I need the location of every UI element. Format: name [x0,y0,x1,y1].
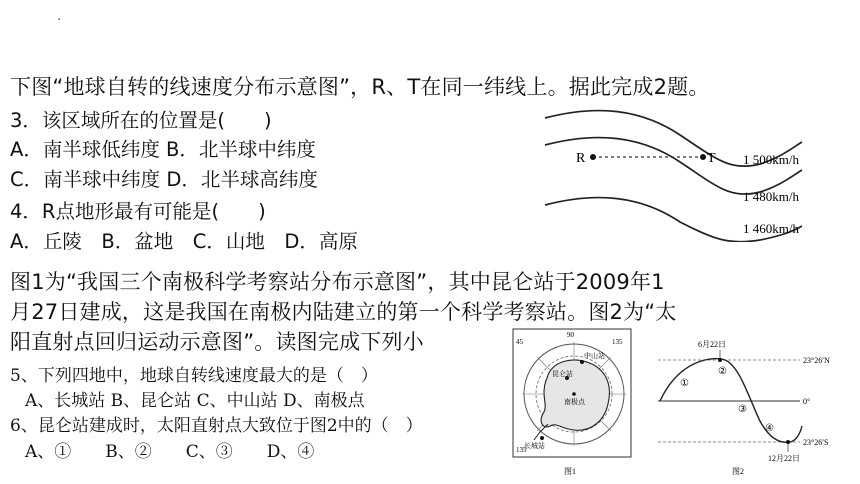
question-4-stem: 4．R点地形最有可能是( ) [10,200,266,223]
label-1500: 1 500km/h [743,152,799,167]
question-3-options-cd: C．南半球中纬度 D．北半球高纬度 [10,168,318,191]
marker-1: ① [680,378,689,389]
question-6-stem: 6、昆仑站建成时，太阳直射点大致位于图2中的（ ） [10,416,423,436]
question-4-options: A．丘陵 B．盆地 C．山地 D．高原 [10,230,358,253]
intro-paragraph-1: 下图“地球自转的线速度分布示意图”，R、T在同一纬线上。据此完成2题。 [10,75,710,99]
question-6-options: A、① B、② C、③ D、④ [25,442,315,462]
equator-label: 0° [803,397,811,406]
marker-3: ③ [738,404,747,415]
intro-paragraph-2-line-1: 图1为“我国三个南极科学考察站分布示意图”，其中昆仑站于2009年1 [10,270,665,294]
label-1460: 1 460km/h [743,221,799,236]
lon-135-top-label: 135 [612,338,623,346]
marker-2: ② [718,366,727,377]
lon-90-label: 90 [567,331,574,339]
lon-135-bottom-label: 135 [516,446,527,454]
antarctica-stations-map [512,328,632,480]
marker-4: ④ [765,423,774,434]
tropic-of-cancer-label: 23°26′N [803,356,830,365]
december-22-label: 12月22日 [768,454,800,463]
changcheng-station-label: 长城站 [524,442,545,450]
tropic-of-capricorn-label: 23°26′S [803,438,829,447]
question-3-stem: 3．该区域所在的位置是( ) [10,109,272,132]
point-r-label: R [576,151,586,166]
intro-paragraph-2-line-2: 月27日建成，这是我国在南极内陆建立的第一个科学考察站。图2为“太 [10,300,677,324]
point-r-marker [590,154,596,160]
lon-45-label: 45 [516,338,523,346]
speed-distribution-figure [540,100,840,242]
question-3-options-ab: A．南半球低纬度 B．北半球中纬度 [10,138,316,161]
figure-2-caption: 图2 [732,467,744,476]
question-5-options: A、长城站 B、昆仑站 C、中山站 D、南极点 [25,391,365,411]
stray-dot [58,18,60,20]
zhongshan-station-label: 中山站 [584,352,605,360]
intro-paragraph-2-line-3: 阳直射点回归运动示意图”。读图完成下列小 [10,330,424,354]
point-t-marker [700,154,706,160]
question-5-stem: 5、下列四地中，地球自转线速度最大的是（ ） [10,366,378,386]
kunlun-station-label: 昆仑站 [552,370,573,378]
point-t-label: T [707,151,716,166]
south-pole-label: 南极点 [564,398,585,406]
label-1480: 1 480km/h [743,189,799,204]
figure-1-caption: 图1 [564,467,576,476]
solar-point-migration-chart [650,338,850,478]
june-22-label: 6月22日 [698,340,726,349]
